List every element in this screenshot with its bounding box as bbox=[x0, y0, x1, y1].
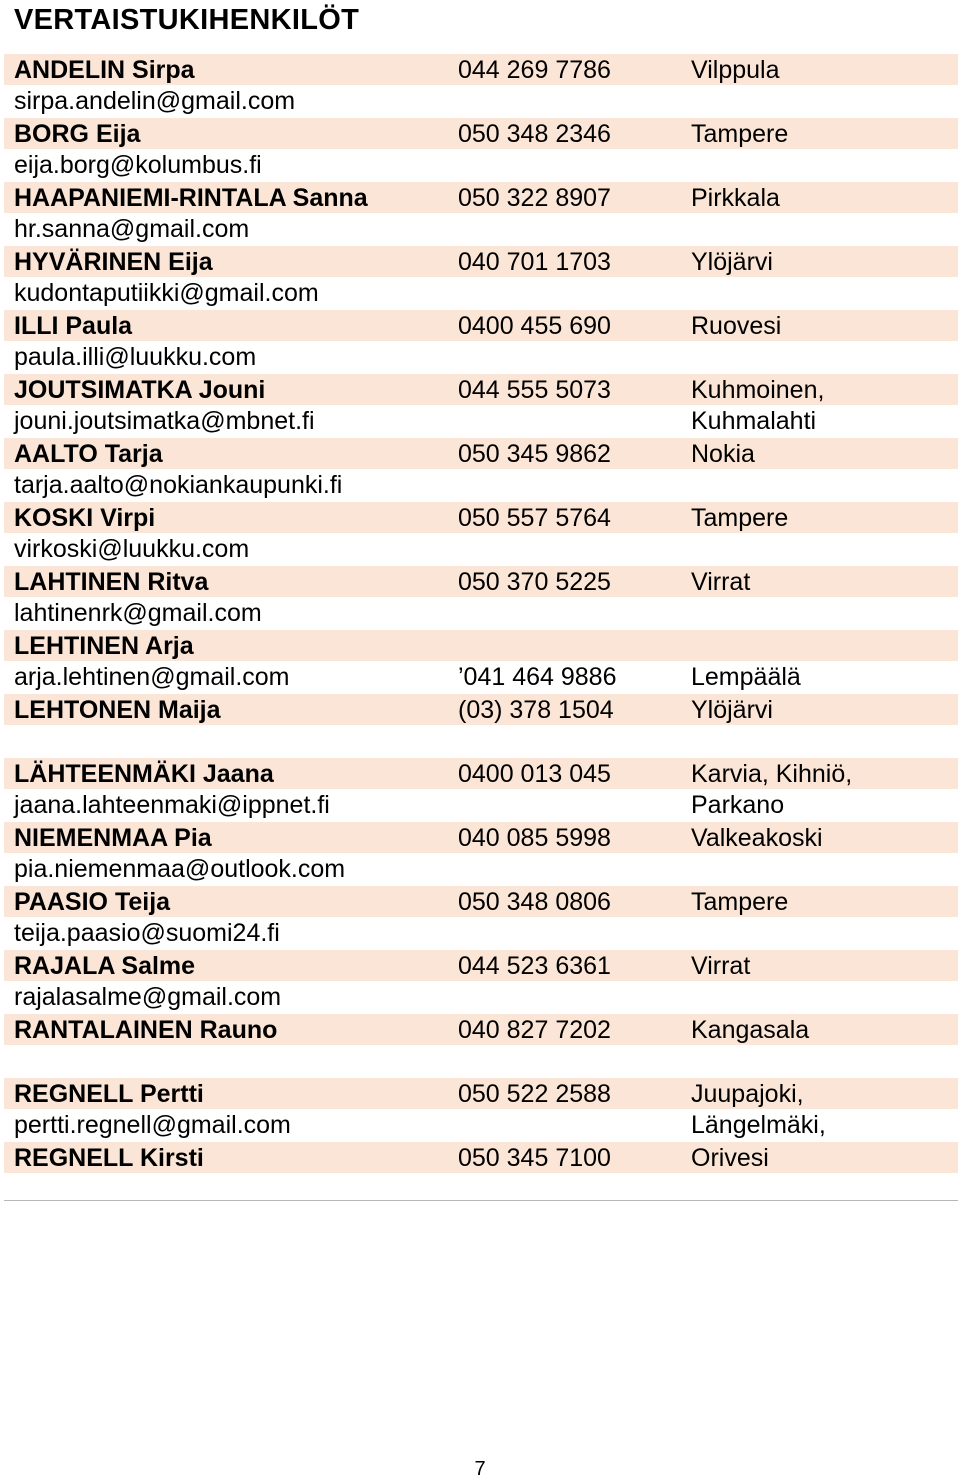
contact-name: LAHTINEN Ritva bbox=[14, 568, 209, 596]
contact-location: Tampere bbox=[691, 120, 789, 148]
contact-name: NIEMENMAA Pia bbox=[14, 824, 212, 852]
contact-email-row bbox=[4, 277, 958, 309]
contact-name-row bbox=[4, 693, 958, 725]
contact-location: Pirkkala bbox=[691, 184, 780, 212]
contact-name: LEHTINEN Arja bbox=[14, 632, 194, 660]
contact-phone: 0400 455 690 bbox=[458, 312, 611, 340]
contact-email-row bbox=[4, 213, 958, 245]
contact-name-row bbox=[4, 1077, 958, 1109]
contact-email: pertti.regnell@gmail.com bbox=[14, 1111, 291, 1139]
contact-location: Kangasala bbox=[691, 1016, 810, 1044]
contact-email-row bbox=[4, 341, 958, 373]
contact-location: Virrat bbox=[691, 568, 751, 596]
contact-name-row bbox=[4, 309, 958, 341]
contact-phone: 040 827 7202 bbox=[458, 1016, 611, 1044]
contact-location: Lempäälä bbox=[691, 663, 801, 691]
contact-name-row bbox=[4, 629, 958, 661]
contact-location: Kuhmoinen, bbox=[691, 376, 825, 404]
contact-name-row bbox=[4, 53, 958, 85]
contact-location: Tampere bbox=[691, 888, 789, 916]
contact-location: Karvia, Kihniö, bbox=[691, 760, 853, 788]
contact-location: Kuhmalahti bbox=[691, 407, 817, 435]
contact-phone: 050 557 5764 bbox=[458, 504, 611, 532]
contact-email: kudontaputiikki@gmail.com bbox=[14, 279, 319, 307]
contact-email-row bbox=[4, 149, 958, 181]
contact-name: REGNELL Pertti bbox=[14, 1080, 204, 1108]
contact-phone: 050 348 2346 bbox=[458, 120, 611, 148]
contact-name: BORG Eija bbox=[14, 120, 141, 148]
contact-phone: 050 370 5225 bbox=[458, 568, 611, 596]
contact-name-row bbox=[4, 245, 958, 277]
contact-email-row bbox=[4, 469, 958, 501]
contact-table bbox=[4, 53, 958, 1173]
contact-name-row bbox=[4, 181, 958, 213]
contact-location: Valkeakoski bbox=[691, 824, 823, 852]
contact-email: paula.illi@luukku.com bbox=[14, 343, 257, 371]
contact-email: hr.sanna@gmail.com bbox=[14, 215, 250, 243]
contact-phone: 040 701 1703 bbox=[458, 248, 611, 276]
contact-location: Parkano bbox=[691, 791, 785, 819]
contact-email: sirpa.andelin@gmail.com bbox=[14, 87, 296, 115]
contact-name-row bbox=[4, 1141, 958, 1173]
contact-name: LÄHTEENMÄKI Jaana bbox=[14, 760, 274, 788]
contact-location: Virrat bbox=[691, 952, 751, 980]
contact-email-row bbox=[4, 85, 958, 117]
contact-location: Tampere bbox=[691, 504, 789, 532]
contact-email: jouni.joutsimatka@mbnet.fi bbox=[14, 407, 315, 435]
contact-name: JOUTSIMATKA Jouni bbox=[14, 376, 266, 404]
contact-location: Juupajoki, bbox=[691, 1080, 804, 1108]
contact-email: arja.lehtinen@gmail.com bbox=[14, 663, 290, 691]
page-number: 7 bbox=[474, 1458, 486, 1480]
contact-email-row bbox=[4, 853, 958, 885]
contact-name: PAASIO Teija bbox=[14, 888, 171, 916]
contact-name: REGNELL Kirsti bbox=[14, 1144, 204, 1172]
contact-phone: ’041 464 9886 bbox=[458, 663, 617, 691]
contact-email-row bbox=[4, 533, 958, 565]
contact-name-row bbox=[4, 757, 958, 789]
contact-email: teija.paasio@suomi24.fi bbox=[14, 919, 280, 947]
contact-location: Ylöjärvi bbox=[691, 696, 773, 724]
contact-name-row bbox=[4, 373, 958, 405]
contact-email: virkoski@luukku.com bbox=[14, 535, 250, 563]
contact-location: Nokia bbox=[691, 440, 755, 468]
contact-email: pia.niemenmaa@outlook.com bbox=[14, 855, 346, 883]
contact-email: lahtinenrk@gmail.com bbox=[14, 599, 262, 627]
contact-phone: 044 523 6361 bbox=[458, 952, 611, 980]
contact-location: Orivesi bbox=[691, 1144, 769, 1172]
contact-phone: 050 345 9862 bbox=[458, 440, 611, 468]
contact-name: AALTO Tarja bbox=[14, 440, 163, 468]
contact-email: eija.borg@kolumbus.fi bbox=[14, 151, 262, 179]
contact-phone: 0400 013 045 bbox=[458, 760, 611, 788]
contact-name: RAJALA Salme bbox=[14, 952, 196, 980]
page-title: VERTAISTUKIHENKILÖT bbox=[14, 4, 360, 36]
contact-name-row bbox=[4, 501, 958, 533]
contact-name-row bbox=[4, 885, 958, 917]
contact-location: Vilppula bbox=[691, 56, 780, 84]
contact-location: Ruovesi bbox=[691, 312, 782, 340]
contact-phone: 050 322 8907 bbox=[458, 184, 611, 212]
contact-name: HYVÄRINEN Eija bbox=[14, 248, 213, 276]
contact-location: Ylöjärvi bbox=[691, 248, 773, 276]
contact-name-row bbox=[4, 117, 958, 149]
contact-phone: 050 522 2588 bbox=[458, 1080, 611, 1108]
contact-name: KOSKI Virpi bbox=[14, 504, 156, 532]
contact-name: RANTALAINEN Rauno bbox=[14, 1016, 278, 1044]
contact-name: ILLI Paula bbox=[14, 312, 133, 340]
contact-phone: 050 345 7100 bbox=[458, 1144, 611, 1172]
contact-phone: 044 555 5073 bbox=[458, 376, 611, 404]
contact-email-row bbox=[4, 597, 958, 629]
bottom-divider bbox=[4, 1200, 958, 1201]
contact-name: HAAPANIEMI-RINTALA Sanna bbox=[14, 184, 368, 212]
contact-name-row bbox=[4, 821, 958, 853]
contact-name-row bbox=[4, 949, 958, 981]
contact-email: rajalasalme@gmail.com bbox=[14, 983, 282, 1011]
contact-phone: 050 348 0806 bbox=[458, 888, 611, 916]
contact-email: tarja.aalto@nokiankaupunki.fi bbox=[14, 471, 343, 499]
contact-email-row bbox=[4, 981, 958, 1013]
spacer-row bbox=[4, 1045, 958, 1077]
contact-name: LEHTONEN Maija bbox=[14, 696, 221, 724]
contact-name-row bbox=[4, 1013, 958, 1045]
contact-phone: 044 269 7786 bbox=[458, 56, 611, 84]
contact-email-row bbox=[4, 789, 958, 821]
contact-email-row bbox=[4, 1109, 958, 1141]
contact-phone: 040 085 5998 bbox=[458, 824, 611, 852]
spacer-row bbox=[4, 725, 958, 757]
contact-email-row bbox=[4, 661, 958, 693]
contact-email-row bbox=[4, 917, 958, 949]
contact-email: jaana.lahteenmaki@ippnet.fi bbox=[14, 791, 330, 819]
contact-location: Längelmäki, bbox=[691, 1111, 826, 1139]
contact-email-row bbox=[4, 405, 958, 437]
contact-name-row bbox=[4, 437, 958, 469]
contact-phone: (03) 378 1504 bbox=[458, 696, 614, 724]
contact-name: ANDELIN Sirpa bbox=[14, 56, 195, 84]
contact-name-row bbox=[4, 565, 958, 597]
